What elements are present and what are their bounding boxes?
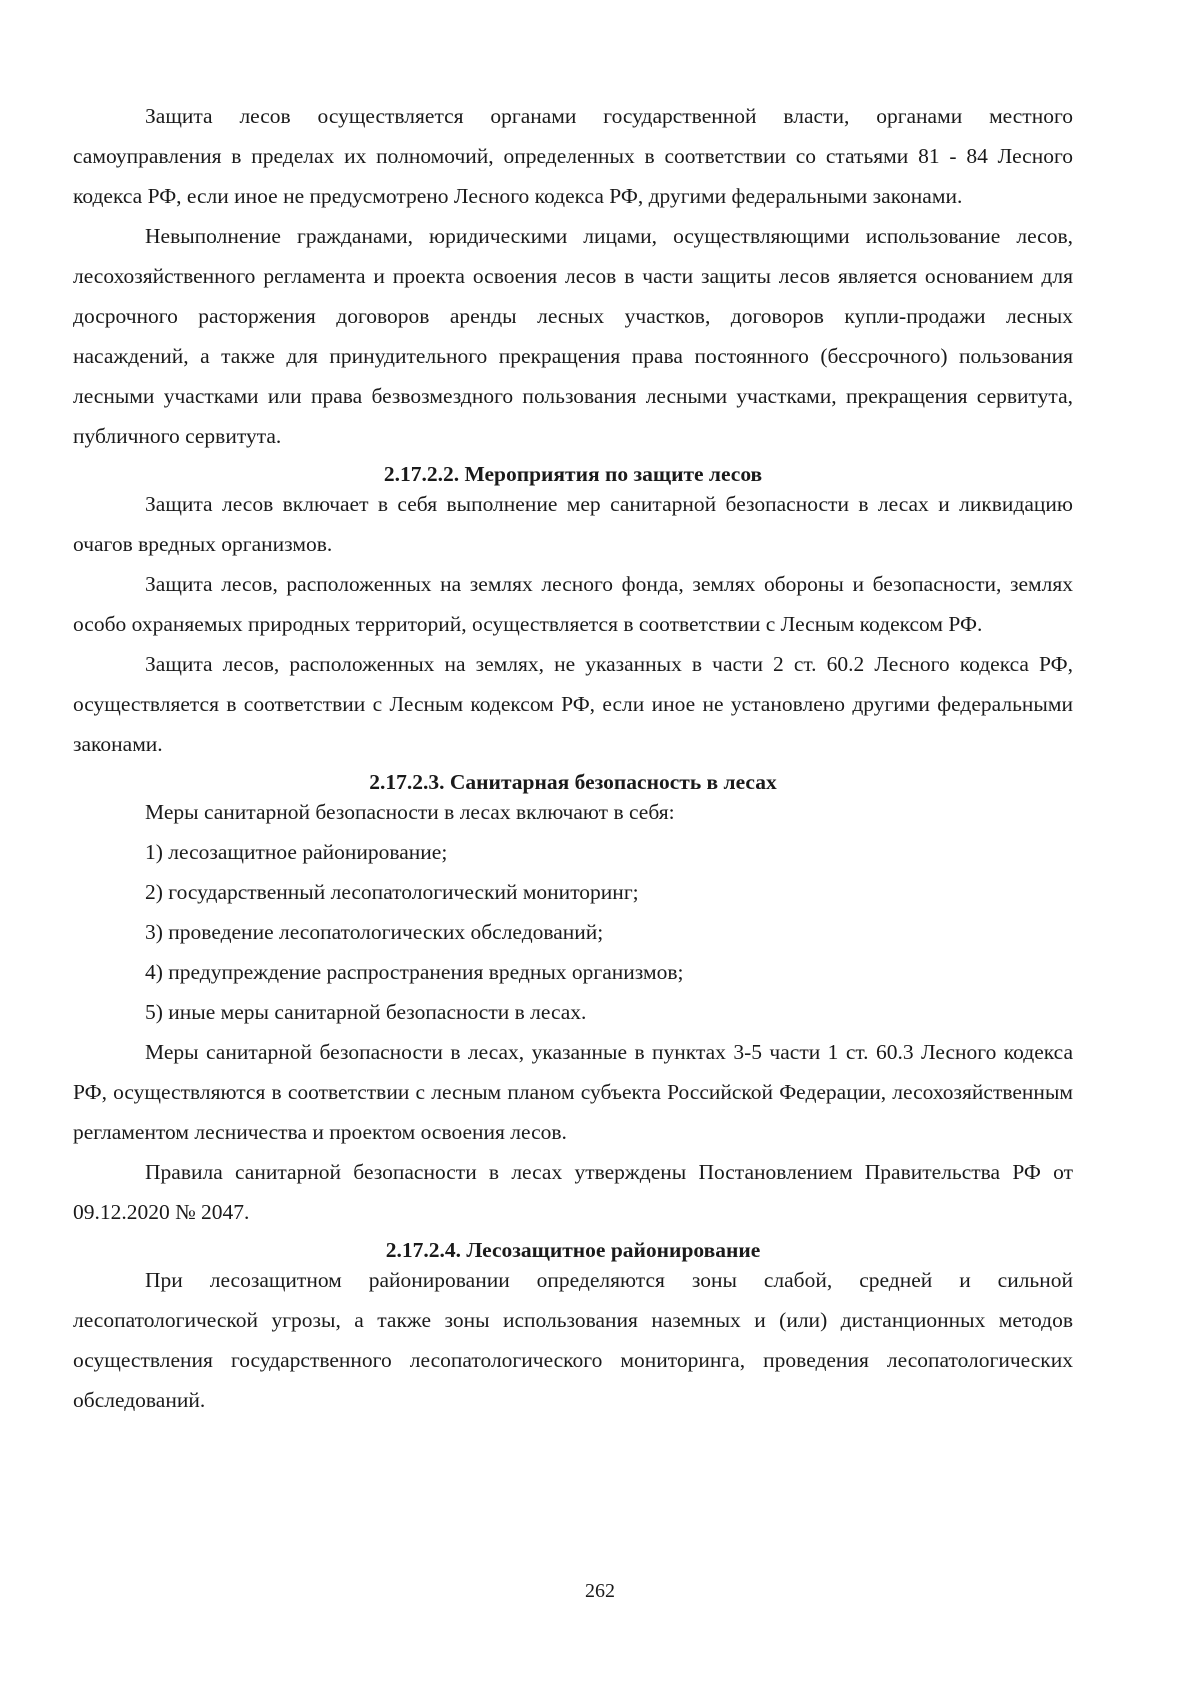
list-item: 5) иные меры санитарной безопасности в лесах. [145, 1000, 587, 1024]
list-item: 1) лесозащитное районирование; [145, 840, 448, 864]
list-item: 3) проведение лесопатологических обследований; [145, 920, 604, 944]
section-heading: 2.17.2.3. Санитарная безопасность в лесах [369, 770, 777, 794]
list-item: 4) предупреждение распространения вредных организмов; [145, 960, 684, 984]
paragraph: Меры санитарной безопасности в лесах, указанные в пунктах 3-5 части 1 ст. 60.3 Лесного кодекса РФ, осуществляются в соответствии с лесным планом субъекта Российской Федерации, лесохозяйственным регламентом лесничества и проектом освоения лесов. [73, 1040, 1073, 1144]
paragraph: Защита лесов осуществляется органами государственной власти, органами местного самоуправления в пределах их полномочий, определенных в соответствии со статьями 81 - 84 Лесного кодекса РФ, если иное не предусмотрено Лесного кодекса РФ, другими федеральными законами. [73, 104, 1073, 208]
paragraph: Защита лесов включает в себя выполнение мер санитарной безопасности в лесах и ликвидацию очагов вредных организмов. [73, 492, 1073, 556]
section-heading: 2.17.2.2. Мероприятия по защите лесов [383, 462, 763, 486]
section-heading: 2.17.2.4. Лесозащитное районирование [385, 1238, 761, 1262]
paragraph: Защита лесов, расположенных на землях лесного фонда, землях обороны и безопасности, землях особо охраняемых природных территорий, осуществляется в соответствии с Лесным кодексом РФ. [73, 572, 1073, 636]
list-item: 2) государственный лесопатологический мониторинг; [145, 880, 639, 904]
paragraph: Невыполнение гражданами, юридическими лицами, осуществляющими использование лесов, лесохозяйственного регламента и проекта освоения лесов в части защиты лесов является основанием для досрочного расторжения договоров аренды лесных участков, договоров купли-продажи лесных насаждений, а также для принудительного прекращения права постоянного (бессрочного) пользования лесными участками или права безвозмездного пользования лесными участками, прекращения сервитута, публичного сервитута. [73, 224, 1073, 448]
document-page [73, 96, 1073, 1420]
paragraph: Защита лесов, расположенных на землях, не указанных в части 2 ст. 60.2 Лесного кодекса РФ, осуществляется в соответствии с Лесным кодексом РФ, если иное не установлено другими федеральными законами. [73, 652, 1073, 756]
paragraph: При лесозащитном районировании определяются зоны слабой, средней и сильной лесопатологической угрозы, а также зоны использования наземных и (или) дистанционных методов осуществления государственного лесопатологического мониторинга, проведения лесопатологических обследований. [73, 1268, 1073, 1412]
page-number: 262 [585, 1580, 615, 1602]
paragraph: Меры санитарной безопасности в лесах включают в себя: [145, 800, 675, 824]
paragraph: Правила санитарной безопасности в лесах утверждены Постановлением Правительства РФ от 09.12.2020 № 2047. [73, 1160, 1073, 1224]
